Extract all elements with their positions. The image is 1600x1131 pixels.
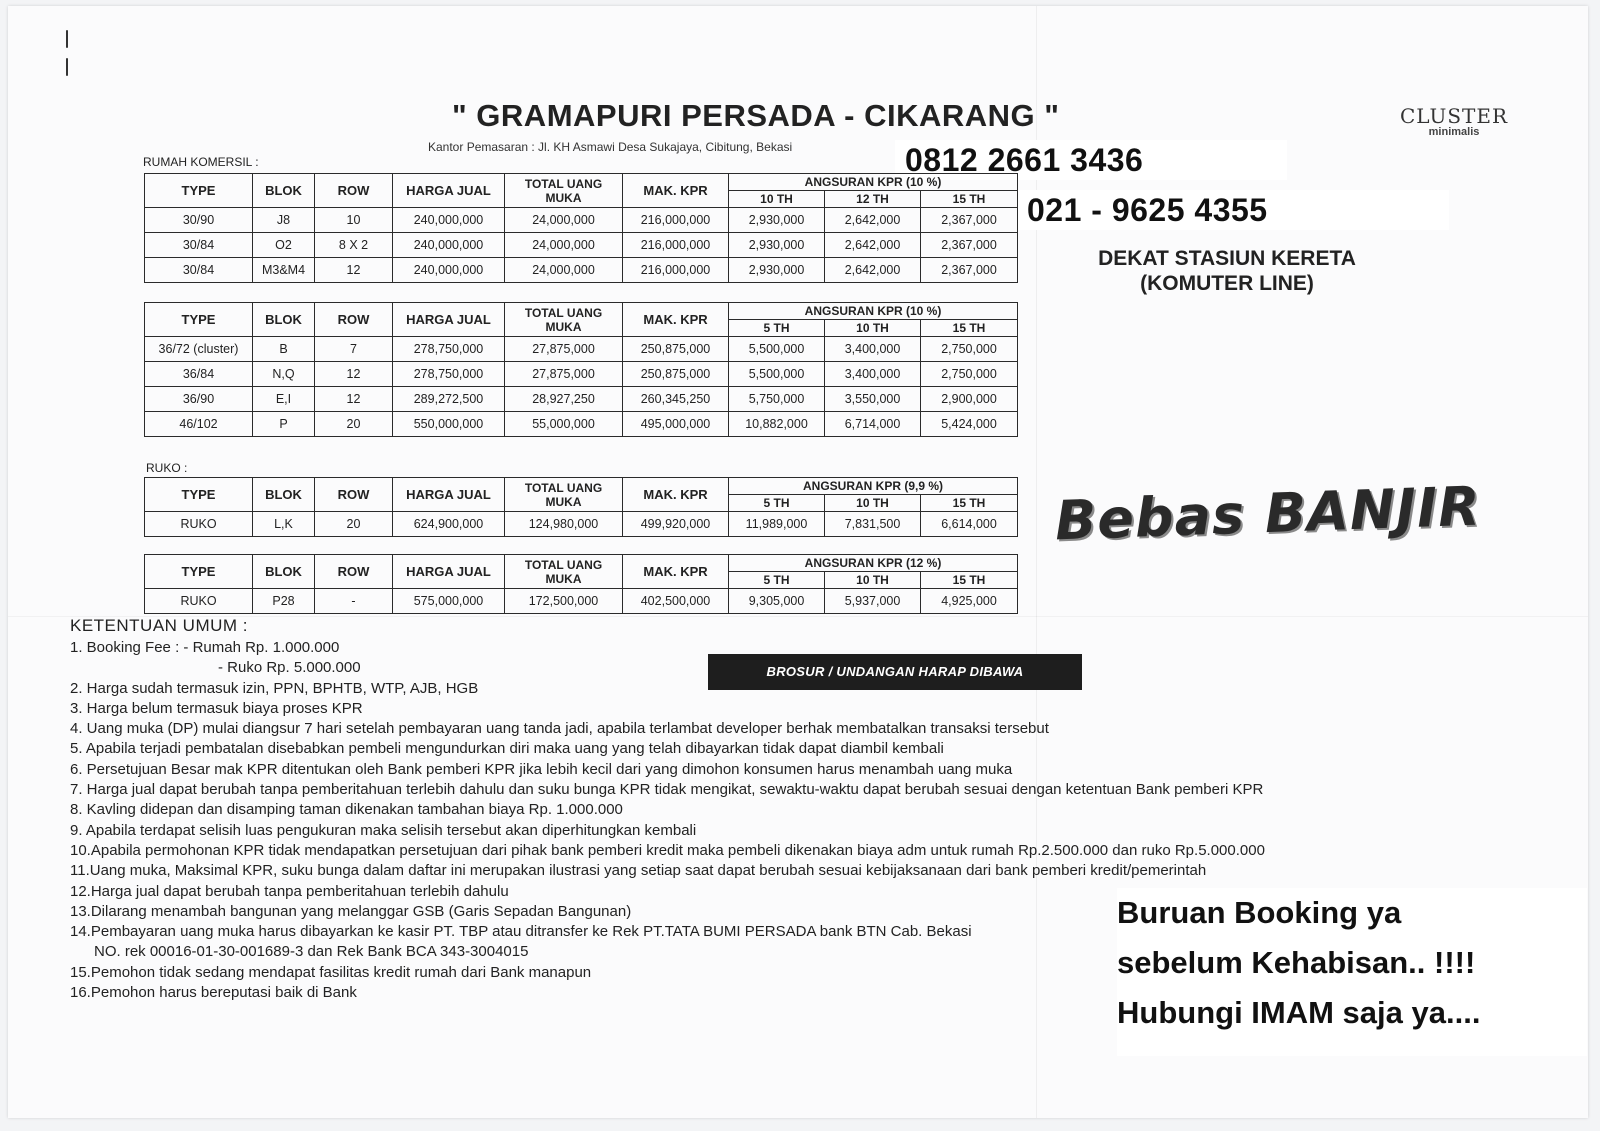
col-term: 5 TH [729,572,825,589]
cell: 2,367,000 [921,208,1018,233]
cell: 624,900,000 [393,512,505,537]
price-table-ruko-lk [144,477,1018,537]
cell: 5,500,000 [729,362,825,387]
cell: 124,980,000 [505,512,623,537]
general-terms [70,616,1265,1003]
cell: 7,831,500 [825,512,921,537]
cell: 289,272,500 [393,387,505,412]
col-term: 10 TH [825,495,921,512]
cell: 20 [315,512,393,537]
col-row: ROW [315,174,393,208]
col-type: TYPE [145,478,253,512]
cell: 3,400,000 [825,362,921,387]
terms-item: 16.Pemohon harus bereputasi baik di Bank [70,984,357,1002]
cell: 30/90 [145,208,253,233]
cell: 10,882,000 [729,412,825,437]
cell: 36/84 [145,362,253,387]
cell: E,I [253,387,315,412]
col-blok: BLOK [253,303,315,337]
col-term: 5 TH [729,320,825,337]
col-term: 10 TH [825,320,921,337]
col-mak-kpr: MAK. KPR [623,555,729,589]
terms-item: 8. Kavling didepan dan disamping taman dikenakan tambahan biaya Rp. 1.000.000 [70,801,623,819]
col-harga-jual: HARGA JUAL [393,478,505,512]
col-blok: BLOK [253,555,315,589]
section-label-rumah-komersil: RUMAH KOMERSIL : [143,155,259,169]
col-type: TYPE [145,174,253,208]
near-station-line1: DEKAT STASIUN KERETA [1098,247,1356,270]
brochure-title: " GRAMAPURI PERSADA - CIKARANG " [452,98,1060,133]
terms-item: NO. rek 00016-01-30-001689-3 dan Rek Bank BCA 343-3004015 [94,943,529,961]
col-row: ROW [315,478,393,512]
col-blok: BLOK [253,174,315,208]
cell: 2,900,000 [921,387,1018,412]
near-station-line2: (KOMUTER LINE) [1140,272,1314,295]
table-row [145,512,1018,537]
cell: 216,000,000 [623,208,729,233]
cell: 278,750,000 [393,337,505,362]
table-row [145,208,1018,233]
cell: 12 [315,258,393,283]
cluster-logo-line2: minimalis [1428,126,1480,138]
cell: 20 [315,412,393,437]
col-blok: BLOK [253,478,315,512]
cell: 495,000,000 [623,412,729,437]
pen-marks [66,30,69,78]
cell: O2 [253,233,315,258]
marketing-office-address: Kantor Pemasaran : Jl. KH Asmawi Desa Sukajaya, Cibitung, Bekasi [428,140,793,154]
cell: 240,000,000 [393,233,505,258]
terms-item: 7. Harga jual dapat berubah tanpa pemberitahuan terlebih dahulu dan suku bunga KPR tidak mengikat, sewaktu-waktu dapat berubah sesuai dengan ketentuan Bank pemberi KPR [70,781,1264,799]
cell: 250,875,000 [623,362,729,387]
cell: 27,875,000 [505,362,623,387]
col-total-uang-muka: TOTAL UANG MUKA [505,174,623,208]
table-row [145,233,1018,258]
cluster-minimalis-logo [1400,104,1508,138]
col-angsuran: ANGSURAN KPR (9,9 %) [729,478,1018,495]
flood-free-logo: Bebas BANJIR [1054,474,1482,553]
col-mak-kpr: MAK. KPR [623,478,729,512]
cell: 2,642,000 [825,208,921,233]
cell: L,K [253,512,315,537]
col-term: 10 TH [825,572,921,589]
col-row: ROW [315,303,393,337]
col-row: ROW [315,555,393,589]
col-term: 15 TH [921,191,1018,208]
terms-item: 4. Uang muka (DP) mulai diangsur 7 hari setelah pembayaran uang tanda jadi, apabila terlambat developer berhak membatalkan transaksi tersebut [70,720,1049,738]
table-row [145,337,1018,362]
cell: 36/72 (cluster) [145,337,253,362]
cell: 2,930,000 [729,233,825,258]
cell: - [315,589,393,614]
col-total-uang-muka: TOTAL UANG MUKA [505,478,623,512]
cell: 2,930,000 [729,208,825,233]
col-term: 15 TH [921,320,1018,337]
col-harga-jual: HARGA JUAL [393,555,505,589]
col-mak-kpr: MAK. KPR [623,174,729,208]
cell: N,Q [253,362,315,387]
cta-line1: Buruan Booking ya [1117,895,1402,930]
cell: 6,614,000 [921,512,1018,537]
terms-item: 9. Apabila terdapat selisih luas pengukuran maka selisih tersebut akan diperhitungkan kembali [70,821,697,839]
cell: 575,000,000 [393,589,505,614]
cell: 24,000,000 [505,258,623,283]
cell: 28,927,250 [505,387,623,412]
terms-item: 5. Apabila terjadi pembatalan disebabkan pembeli mengundurkan diri maka uang yang telah dibayarkan tidak dapat diambil kembali [70,740,944,758]
terms-item: 2. Harga sudah termasuk izin, PPN, BPHTB, WTP, AJB, HGB [70,679,479,697]
cta-line2: sebelum Kehabisan.. !!!! [1117,945,1476,980]
cell: 3,400,000 [825,337,921,362]
col-term: 12 TH [825,191,921,208]
terms-item: 13.Dilarang menambah bangunan yang melanggar GSB (Garis Sepadan Bangunan) [70,902,632,920]
section-label-ruko: RUKO : [146,461,188,475]
cell: 4,925,000 [921,589,1018,614]
cell: 3,550,000 [825,387,921,412]
col-total-uang-muka: TOTAL UANG MUKA [505,555,623,589]
cell: P28 [253,589,315,614]
cell: 172,500,000 [505,589,623,614]
cell: 5,500,000 [729,337,825,362]
cell: 10 [315,208,393,233]
col-harga-jual: HARGA JUAL [393,174,505,208]
table-row [145,412,1018,437]
table-row [145,362,1018,387]
cell: 7 [315,337,393,362]
cell: 260,345,250 [623,387,729,412]
cell: RUKO [145,512,253,537]
cell: 240,000,000 [393,208,505,233]
terms-item: 14.Pembayaran uang muka harus dibayarkan ke kasir PT. TBP atau ditransfer ke Rek PT.TATA BUMI PERSADA bank BTN Cab. Bekasi [70,923,972,941]
terms-heading: KETENTUAN UMUM : [70,616,248,635]
terms-item: 12.Harga jual dapat berubah tanpa pemberitahuan terlebih dahulu [70,882,509,900]
cell: 24,000,000 [505,233,623,258]
cta-line3: Hubungi IMAM saja ya.... [1117,995,1481,1030]
cell: 12 [315,387,393,412]
cell: 24,000,000 [505,208,623,233]
price-table-komersil-30 [144,173,1018,283]
cell: 2,367,000 [921,233,1018,258]
bring-brochure-banner: BROSUR / UNDANGAN HARAP DIBAWA [708,654,1082,690]
cell: 2,750,000 [921,362,1018,387]
cell: 5,750,000 [729,387,825,412]
cell: 30/84 [145,233,253,258]
call-to-action [1117,888,1587,1056]
col-term: 10 TH [729,191,825,208]
table-row [145,589,1018,614]
cell: 402,500,000 [623,589,729,614]
col-term: 15 TH [921,495,1018,512]
cell: 2,750,000 [921,337,1018,362]
cell: 5,424,000 [921,412,1018,437]
col-type: TYPE [145,303,253,337]
cell: 6,714,000 [825,412,921,437]
col-type: TYPE [145,555,253,589]
cell: 2,930,000 [729,258,825,283]
col-term: 5 TH [729,495,825,512]
cell: M3&M4 [253,258,315,283]
col-angsuran: ANGSURAN KPR (12 %) [729,555,1018,572]
cell: 550,000,000 [393,412,505,437]
cell: 9,305,000 [729,589,825,614]
cell: 216,000,000 [623,258,729,283]
cell: 250,875,000 [623,337,729,362]
cell: P [253,412,315,437]
col-harga-jual: HARGA JUAL [393,303,505,337]
col-term: 15 TH [921,572,1018,589]
col-angsuran: ANGSURAN KPR (10 %) [729,303,1018,320]
cell: 278,750,000 [393,362,505,387]
cell: 2,367,000 [921,258,1018,283]
cell: 30/84 [145,258,253,283]
cell: 55,000,000 [505,412,623,437]
price-table-ruko-p28 [144,554,1018,614]
table-row [145,258,1018,283]
col-total-uang-muka: TOTAL UANG MUKA [505,303,623,337]
phone-landline: 021 - 9625 4355 [1017,190,1449,230]
near-station-note [1092,246,1362,296]
cell: 2,642,000 [825,258,921,283]
terms-item: - Ruko Rp. 5.000.000 [218,659,361,677]
terms-item: 3. Harga belum termasuk biaya proses KPR [70,699,363,717]
terms-item: 6. Persetujuan Besar mak KPR ditentukan oleh Bank pemberi KPR jika lebih kecil dari yang dimohon konsumen harus menambah uang muka [70,760,1013,778]
cell: 11,989,000 [729,512,825,537]
terms-item: 10.Apabila permohonan KPR tidak mendapatkan persetujuan dari pihak bank pemberi kredit maka pembeli dikenakan biaya adm untuk rumah Rp.2.500.000 dan ruko Rp.5.000.000 [70,841,1265,859]
price-table-komersil-36 [144,302,1018,437]
cell: 27,875,000 [505,337,623,362]
col-mak-kpr: MAK. KPR [623,303,729,337]
cell: 12 [315,362,393,387]
col-angsuran: ANGSURAN KPR (10 %) [729,174,1018,191]
cell: 216,000,000 [623,233,729,258]
cluster-logo-line1: CLUSTER [1400,104,1509,128]
terms-item: 11.Uang muka, Maksimal KPR, suku bunga dalam daftar ini merupakan ilustrasi yang setiap saat dapat berubah sesuai kebijaksanaan dari bank pemberi kredit/pemerintah [70,862,1207,880]
cell: 2,642,000 [825,233,921,258]
cell: J8 [253,208,315,233]
cell: RUKO [145,589,253,614]
cell: 240,000,000 [393,258,505,283]
terms-item: 1. Booking Fee : - Rumah Rp. 1.000.000 [70,639,340,656]
cell: 46/102 [145,412,253,437]
cell: 5,937,000 [825,589,921,614]
phone-mobile: 0812 2661 3436 [895,140,1287,180]
cell: 36/90 [145,387,253,412]
cell: B [253,337,315,362]
terms-item: 15.Pemohon tidak sedang mendapat fasilitas kredit rumah dari Bank manapun [70,963,592,981]
cell: 499,920,000 [623,512,729,537]
table-row [145,387,1018,412]
cell: 8 X 2 [315,233,393,258]
